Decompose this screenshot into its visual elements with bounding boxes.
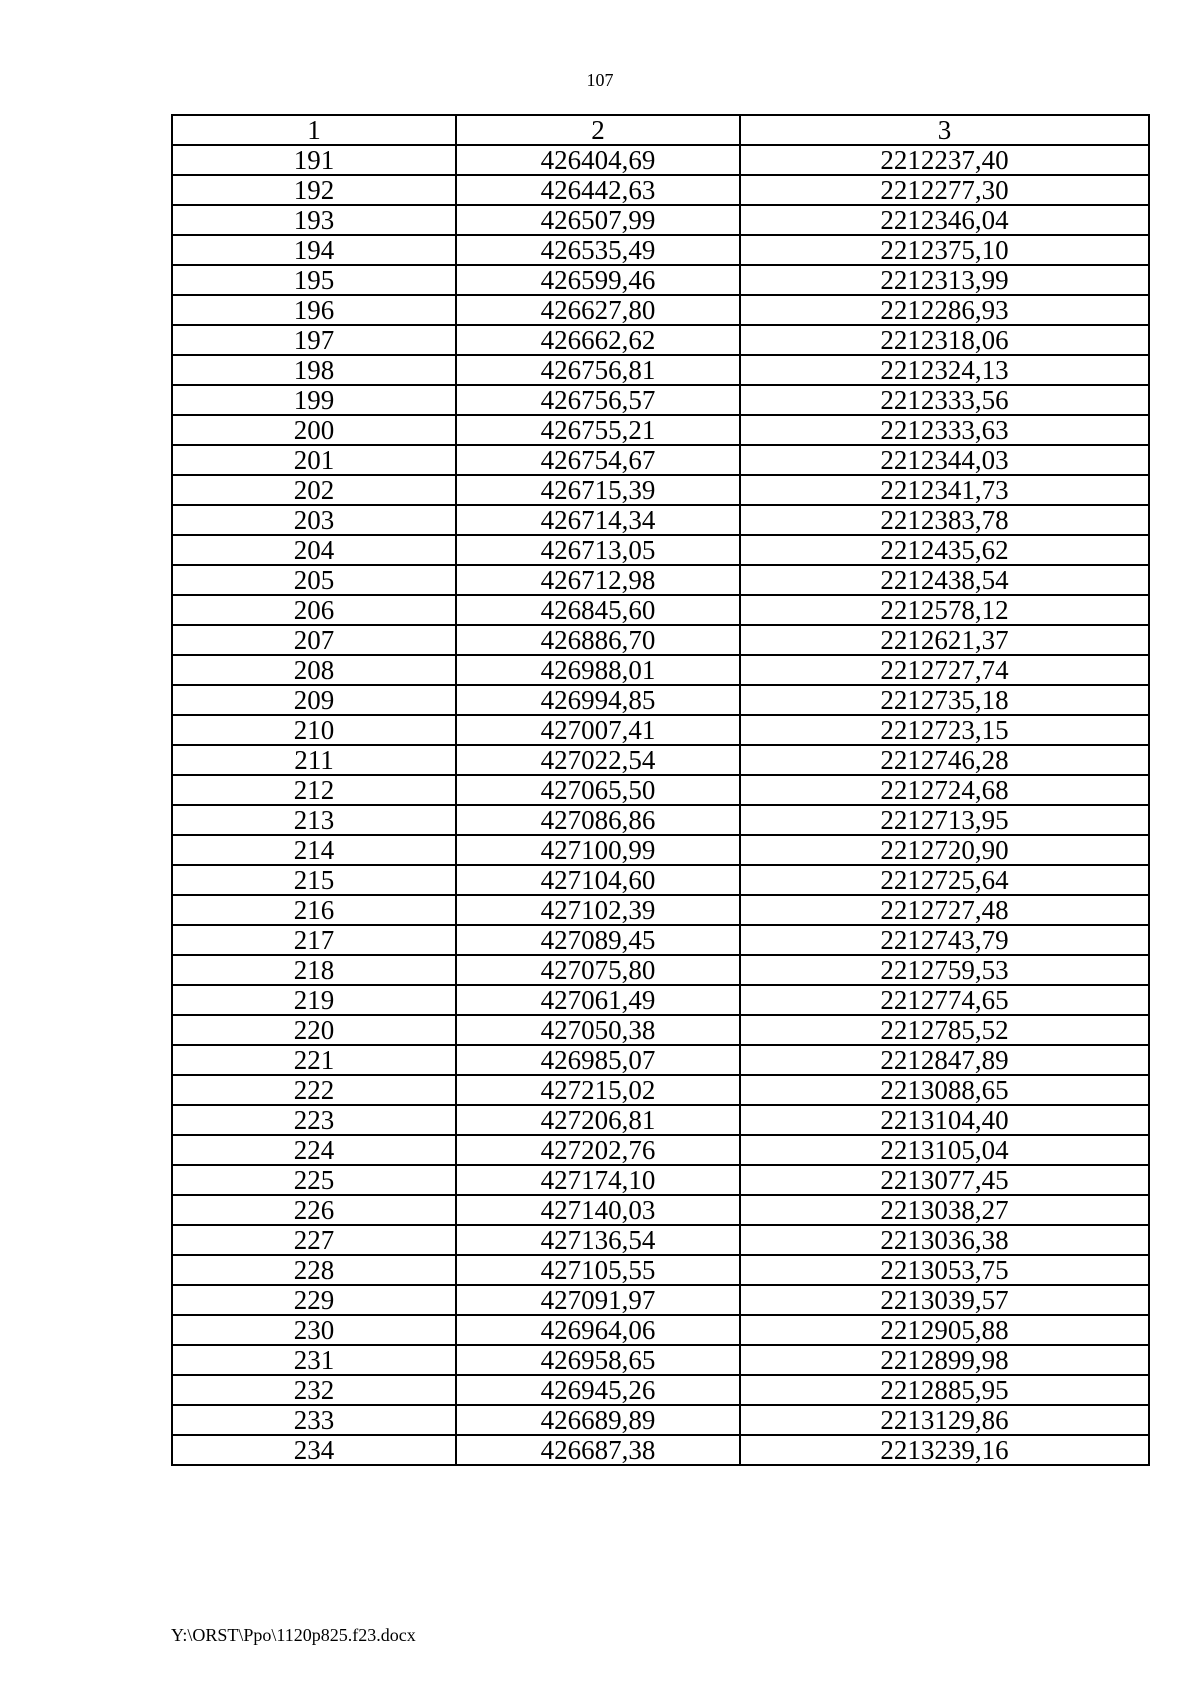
point-number-cell: 195 xyxy=(172,265,456,295)
x-coordinate-cell: 426599,46 xyxy=(456,265,740,295)
point-number-cell: 206 xyxy=(172,595,456,625)
point-number-cell: 208 xyxy=(172,655,456,685)
y-coordinate-cell: 2212435,62 xyxy=(740,535,1149,565)
y-coordinate-cell: 2212344,03 xyxy=(740,445,1149,475)
point-number-cell: 198 xyxy=(172,355,456,385)
x-coordinate-cell: 427086,86 xyxy=(456,805,740,835)
y-coordinate-cell: 2212621,37 xyxy=(740,625,1149,655)
table-row xyxy=(172,1015,1149,1045)
table-row xyxy=(172,355,1149,385)
y-coordinate-cell: 2212346,04 xyxy=(740,205,1149,235)
x-coordinate-cell: 426964,06 xyxy=(456,1315,740,1345)
point-number-cell: 224 xyxy=(172,1135,456,1165)
table-row xyxy=(172,1375,1149,1405)
y-coordinate-cell: 2212277,30 xyxy=(740,175,1149,205)
x-coordinate-cell: 426687,38 xyxy=(456,1435,740,1465)
table-row xyxy=(172,1105,1149,1135)
y-coordinate-cell: 2212725,64 xyxy=(740,865,1149,895)
table-row xyxy=(172,1405,1149,1435)
point-number-cell: 227 xyxy=(172,1225,456,1255)
table-row xyxy=(172,775,1149,805)
point-number-cell: 194 xyxy=(172,235,456,265)
table-row xyxy=(172,625,1149,655)
point-number-cell: 197 xyxy=(172,325,456,355)
x-coordinate-cell: 427065,50 xyxy=(456,775,740,805)
x-coordinate-cell: 427100,99 xyxy=(456,835,740,865)
point-number-cell: 212 xyxy=(172,775,456,805)
y-coordinate-cell: 2212438,54 xyxy=(740,565,1149,595)
x-coordinate-cell: 426713,05 xyxy=(456,535,740,565)
point-number-cell: 223 xyxy=(172,1105,456,1135)
footer-file-path: Y:\ORST\Ppo\1120p825.f23.docx xyxy=(171,1625,416,1645)
column-header-3: 3 xyxy=(740,115,1149,145)
x-coordinate-cell: 427091,97 xyxy=(456,1285,740,1315)
x-coordinate-cell: 426535,49 xyxy=(456,235,740,265)
table-row xyxy=(172,595,1149,625)
x-coordinate-cell: 427104,60 xyxy=(456,865,740,895)
y-coordinate-cell: 2212727,74 xyxy=(740,655,1149,685)
table-body xyxy=(172,145,1149,1465)
table-row xyxy=(172,985,1149,1015)
point-number-cell: 216 xyxy=(172,895,456,925)
point-number-cell: 234 xyxy=(172,1435,456,1465)
table-row xyxy=(172,1345,1149,1375)
point-number-cell: 229 xyxy=(172,1285,456,1315)
point-number-cell: 210 xyxy=(172,715,456,745)
point-number-cell: 219 xyxy=(172,985,456,1015)
table-row xyxy=(172,895,1149,925)
point-number-cell: 233 xyxy=(172,1405,456,1435)
x-coordinate-cell: 426755,21 xyxy=(456,415,740,445)
table-row xyxy=(172,1315,1149,1345)
y-coordinate-cell: 2213129,86 xyxy=(740,1405,1149,1435)
y-coordinate-cell: 2212759,53 xyxy=(740,955,1149,985)
point-number-cell: 209 xyxy=(172,685,456,715)
y-coordinate-cell: 2212318,06 xyxy=(740,325,1149,355)
point-number-cell: 231 xyxy=(172,1345,456,1375)
x-coordinate-cell: 427206,81 xyxy=(456,1105,740,1135)
y-coordinate-cell: 2212774,65 xyxy=(740,985,1149,1015)
point-number-cell: 214 xyxy=(172,835,456,865)
y-coordinate-cell: 2212785,52 xyxy=(740,1015,1149,1045)
x-coordinate-cell: 427202,76 xyxy=(456,1135,740,1165)
point-number-cell: 220 xyxy=(172,1015,456,1045)
x-coordinate-cell: 426662,62 xyxy=(456,325,740,355)
table-row xyxy=(172,655,1149,685)
y-coordinate-cell: 2212905,88 xyxy=(740,1315,1149,1345)
y-coordinate-cell: 2212341,73 xyxy=(740,475,1149,505)
x-coordinate-cell: 426988,01 xyxy=(456,655,740,685)
x-coordinate-cell: 427022,54 xyxy=(456,745,740,775)
x-coordinate-cell: 427140,03 xyxy=(456,1195,740,1225)
y-coordinate-cell: 2212713,95 xyxy=(740,805,1149,835)
point-number-cell: 207 xyxy=(172,625,456,655)
point-number-cell: 225 xyxy=(172,1165,456,1195)
y-coordinate-cell: 2213053,75 xyxy=(740,1255,1149,1285)
x-coordinate-cell: 427089,45 xyxy=(456,925,740,955)
table-row xyxy=(172,325,1149,355)
point-number-cell: 228 xyxy=(172,1255,456,1285)
table-row xyxy=(172,1075,1149,1105)
table-row xyxy=(172,745,1149,775)
column-header-2: 2 xyxy=(456,115,740,145)
point-number-cell: 211 xyxy=(172,745,456,775)
point-number-cell: 201 xyxy=(172,445,456,475)
y-coordinate-cell: 2212333,63 xyxy=(740,415,1149,445)
x-coordinate-cell: 426756,57 xyxy=(456,385,740,415)
x-coordinate-cell: 427105,55 xyxy=(456,1255,740,1285)
table-row xyxy=(172,175,1149,205)
y-coordinate-cell: 2212383,78 xyxy=(740,505,1149,535)
point-number-cell: 192 xyxy=(172,175,456,205)
y-coordinate-cell: 2212286,93 xyxy=(740,295,1149,325)
table-row xyxy=(172,1225,1149,1255)
y-coordinate-cell: 2213077,45 xyxy=(740,1165,1149,1195)
x-coordinate-cell: 426442,63 xyxy=(456,175,740,205)
table-row xyxy=(172,865,1149,895)
x-coordinate-cell: 426958,65 xyxy=(456,1345,740,1375)
y-coordinate-cell: 2212885,95 xyxy=(740,1375,1149,1405)
table-row xyxy=(172,475,1149,505)
table-row xyxy=(172,955,1149,985)
point-number-cell: 200 xyxy=(172,415,456,445)
y-coordinate-cell: 2212237,40 xyxy=(740,145,1149,175)
y-coordinate-cell: 2213105,04 xyxy=(740,1135,1149,1165)
table-header-row xyxy=(172,115,1149,145)
point-number-cell: 222 xyxy=(172,1075,456,1105)
x-coordinate-cell: 426756,81 xyxy=(456,355,740,385)
x-coordinate-cell: 426715,39 xyxy=(456,475,740,505)
x-coordinate-cell: 426886,70 xyxy=(456,625,740,655)
x-coordinate-cell: 427174,10 xyxy=(456,1165,740,1195)
y-coordinate-cell: 2212724,68 xyxy=(740,775,1149,805)
point-number-cell: 204 xyxy=(172,535,456,565)
x-coordinate-cell: 426845,60 xyxy=(456,595,740,625)
x-coordinate-cell: 426714,34 xyxy=(456,505,740,535)
x-coordinate-cell: 426627,80 xyxy=(456,295,740,325)
table-row xyxy=(172,1255,1149,1285)
x-coordinate-cell: 427102,39 xyxy=(456,895,740,925)
y-coordinate-cell: 2212720,90 xyxy=(740,835,1149,865)
x-coordinate-cell: 426754,67 xyxy=(456,445,740,475)
y-coordinate-cell: 2213104,40 xyxy=(740,1105,1149,1135)
table-row xyxy=(172,805,1149,835)
point-number-cell: 191 xyxy=(172,145,456,175)
point-number-cell: 213 xyxy=(172,805,456,835)
y-coordinate-cell: 2212746,28 xyxy=(740,745,1149,775)
x-coordinate-cell: 427007,41 xyxy=(456,715,740,745)
point-number-cell: 193 xyxy=(172,205,456,235)
y-coordinate-cell: 2212333,56 xyxy=(740,385,1149,415)
x-coordinate-cell: 426985,07 xyxy=(456,1045,740,1075)
y-coordinate-cell: 2213088,65 xyxy=(740,1075,1149,1105)
point-number-cell: 217 xyxy=(172,925,456,955)
table-row xyxy=(172,205,1149,235)
y-coordinate-cell: 2212313,99 xyxy=(740,265,1149,295)
table-row xyxy=(172,445,1149,475)
y-coordinate-cell: 2212899,98 xyxy=(740,1345,1149,1375)
x-coordinate-cell: 427215,02 xyxy=(456,1075,740,1105)
y-coordinate-cell: 2212727,48 xyxy=(740,895,1149,925)
y-coordinate-cell: 2212743,79 xyxy=(740,925,1149,955)
point-number-cell: 203 xyxy=(172,505,456,535)
x-coordinate-cell: 427136,54 xyxy=(456,1225,740,1255)
y-coordinate-cell: 2213038,27 xyxy=(740,1195,1149,1225)
point-number-cell: 221 xyxy=(172,1045,456,1075)
table-row xyxy=(172,1135,1149,1165)
table-row xyxy=(172,1285,1149,1315)
page-number: 107 xyxy=(586,70,614,90)
table-row xyxy=(172,295,1149,325)
y-coordinate-cell: 2213239,16 xyxy=(740,1435,1149,1465)
table-row xyxy=(172,715,1149,745)
table-row xyxy=(172,535,1149,565)
x-coordinate-cell: 427075,80 xyxy=(456,955,740,985)
point-number-cell: 218 xyxy=(172,955,456,985)
column-header-1: 1 xyxy=(172,115,456,145)
table-row xyxy=(172,1165,1149,1195)
table-header xyxy=(172,115,1149,145)
x-coordinate-cell: 426994,85 xyxy=(456,685,740,715)
x-coordinate-cell: 426712,98 xyxy=(456,565,740,595)
y-coordinate-cell: 2212578,12 xyxy=(740,595,1149,625)
point-number-cell: 230 xyxy=(172,1315,456,1345)
table-row xyxy=(172,505,1149,535)
y-coordinate-cell: 2212375,10 xyxy=(740,235,1149,265)
y-coordinate-cell: 2213036,38 xyxy=(740,1225,1149,1255)
table-row xyxy=(172,145,1149,175)
table-row xyxy=(172,1195,1149,1225)
point-number-cell: 215 xyxy=(172,865,456,895)
y-coordinate-cell: 2212723,15 xyxy=(740,715,1149,745)
x-coordinate-cell: 426689,89 xyxy=(456,1405,740,1435)
y-coordinate-cell: 2212735,18 xyxy=(740,685,1149,715)
point-number-cell: 202 xyxy=(172,475,456,505)
y-coordinate-cell: 2213039,57 xyxy=(740,1285,1149,1315)
x-coordinate-cell: 426945,26 xyxy=(456,1375,740,1405)
table-row xyxy=(172,415,1149,445)
table-row xyxy=(172,1435,1149,1465)
table-row xyxy=(172,685,1149,715)
point-number-cell: 205 xyxy=(172,565,456,595)
table-row xyxy=(172,565,1149,595)
table-row xyxy=(172,925,1149,955)
x-coordinate-cell: 426507,99 xyxy=(456,205,740,235)
coordinates-table xyxy=(171,114,1150,1466)
y-coordinate-cell: 2212847,89 xyxy=(740,1045,1149,1075)
table-row xyxy=(172,385,1149,415)
table-row xyxy=(172,265,1149,295)
table-row xyxy=(172,235,1149,265)
point-number-cell: 226 xyxy=(172,1195,456,1225)
table-row xyxy=(172,835,1149,865)
y-coordinate-cell: 2212324,13 xyxy=(740,355,1149,385)
table-row xyxy=(172,1045,1149,1075)
x-coordinate-cell: 427061,49 xyxy=(456,985,740,1015)
x-coordinate-cell: 427050,38 xyxy=(456,1015,740,1045)
point-number-cell: 232 xyxy=(172,1375,456,1405)
point-number-cell: 199 xyxy=(172,385,456,415)
point-number-cell: 196 xyxy=(172,295,456,325)
x-coordinate-cell: 426404,69 xyxy=(456,145,740,175)
